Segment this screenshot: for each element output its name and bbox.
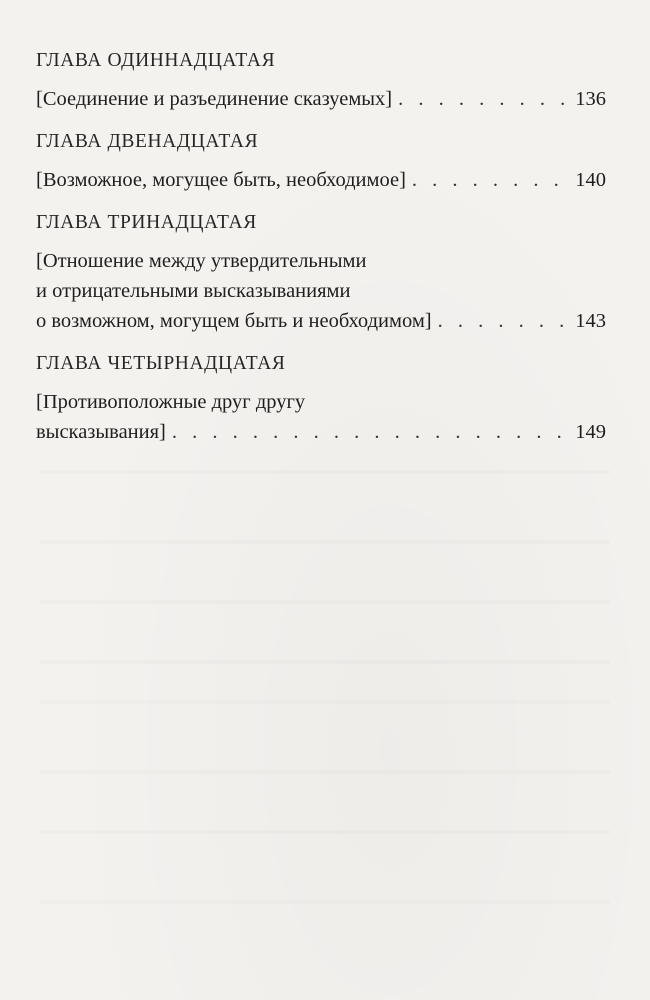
dot-leader [406, 165, 573, 195]
show-through-line [40, 660, 610, 664]
toc-entry [36, 165, 606, 195]
entry-title: [Возможное, могущее быть, необходимое] [36, 169, 406, 191]
page-number: 136 [575, 88, 606, 110]
show-through-line [40, 770, 610, 774]
page-number: 143 [575, 310, 606, 332]
show-through-line [40, 540, 610, 544]
dot-leader [392, 84, 573, 114]
entry-title-line: и отрицательными высказываниями [36, 280, 351, 302]
toc-entry-line [36, 417, 606, 447]
chapter-heading: ГЛАВА ОДИННАДЦАТАЯ [36, 50, 276, 71]
toc-chapter [36, 46, 606, 114]
toc-entry [36, 84, 606, 114]
chapter-heading: ГЛАВА ДВЕНАДЦАТАЯ [36, 131, 259, 152]
toc-entry [36, 246, 606, 336]
page-number: 140 [575, 169, 606, 191]
chapter-heading: ГЛАВА ЧЕТЫРНАДЦАТАЯ [36, 353, 286, 374]
toc-entry-line [36, 84, 606, 114]
dot-leader [166, 417, 573, 447]
chapter-heading: ГЛАВА ТРИНАДЦАТАЯ [36, 212, 257, 233]
toc-entry-line [36, 306, 606, 336]
show-through-line [40, 830, 610, 834]
toc-chapter [36, 208, 606, 336]
table-of-contents [36, 46, 606, 460]
toc-chapter [36, 349, 606, 447]
show-through-line [40, 700, 610, 704]
page-number: 149 [575, 421, 606, 443]
dot-leader [432, 306, 574, 336]
toc-entry-line [36, 165, 606, 195]
entry-title: [Соединение и разъединение сказуемых] [36, 88, 393, 110]
show-through-line [40, 470, 610, 474]
entry-title: высказывания] [36, 421, 166, 443]
toc-chapter [36, 127, 606, 195]
entry-title: о возможном, могущем быть и необходимом] [36, 310, 432, 332]
show-through-line [40, 900, 610, 904]
toc-entry [36, 387, 606, 447]
show-through-line [40, 600, 610, 604]
entry-title-line: [Отношение между утвердительными [36, 250, 367, 272]
entry-title-line: [Противоположные друг другу [36, 391, 306, 413]
